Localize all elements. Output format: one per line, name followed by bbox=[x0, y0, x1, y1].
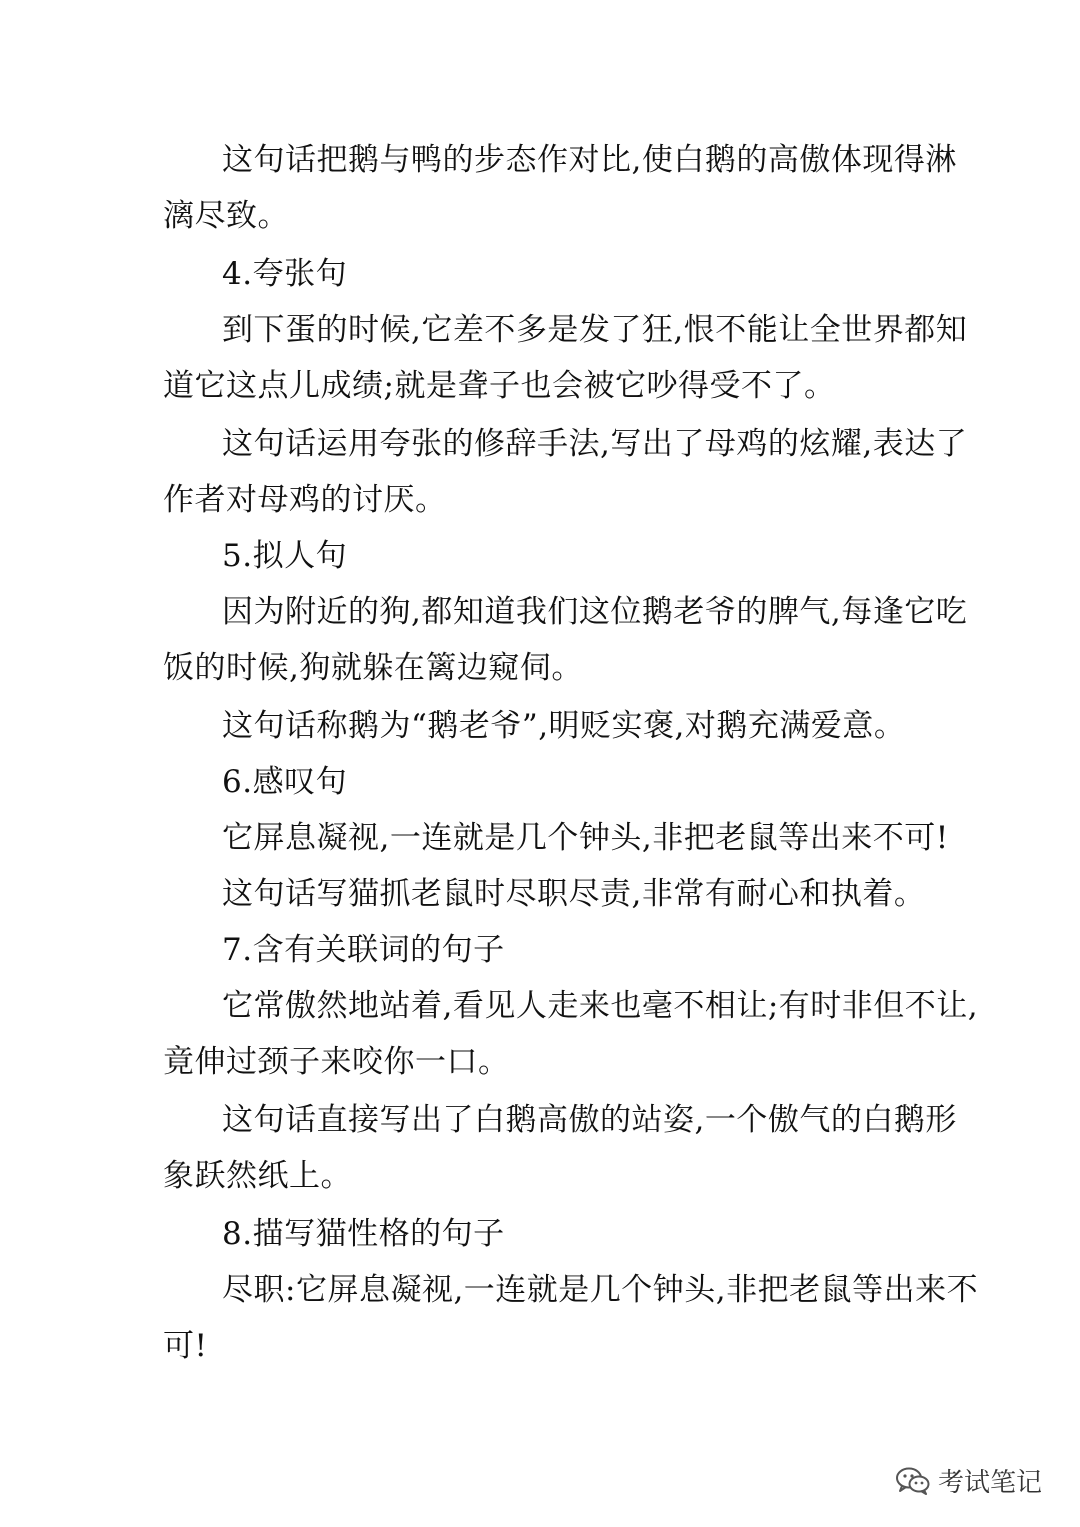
paragraph-line: 它常傲然地站着,看见人走来也毫不相让;有时非但不让, bbox=[222, 988, 979, 1024]
paragraph-line: 这句话把鹅与鸭的步态作对比,使白鹅的高傲体现得淋 bbox=[222, 142, 957, 178]
paragraph-line: 道它这点儿成绩;就是聋子也会被它吵得受不了。 bbox=[163, 368, 836, 404]
paragraph-line: 这句话运用夸张的修辞手法,写出了母鸡的炫耀,表达了 bbox=[222, 426, 968, 462]
paragraph-line: 因为附近的狗,都知道我们这位鹅老爷的脾气,每逢它吃 bbox=[222, 594, 968, 630]
paragraph-line: 可! bbox=[163, 1328, 208, 1364]
paragraph-line: 这句话直接写出了白鹅高傲的站姿,一个傲气的白鹅形 bbox=[222, 1102, 957, 1138]
paragraph-line: 它屏息凝视,一连就是几个钟头,非把老鼠等出来不可! bbox=[222, 820, 949, 856]
section-heading: 4.夸张句 bbox=[222, 256, 348, 292]
paragraph-line: 到下蛋的时候,它差不多是发了狂,恨不能让全世界都知 bbox=[222, 312, 968, 348]
section-heading: 5.拟人句 bbox=[222, 538, 348, 574]
section-heading: 6.感叹句 bbox=[222, 764, 348, 800]
section-heading: 7.含有关联词的句子 bbox=[222, 932, 505, 968]
paragraph-line: 象跃然纸上。 bbox=[163, 1158, 352, 1194]
paragraph-line: 作者对母鸡的讨厌。 bbox=[163, 482, 447, 518]
paragraph-line: 这句话称鹅为“鹅老爷”,明贬实褒,对鹅充满爱意。 bbox=[222, 708, 906, 744]
section-heading: 8.描写猫性格的句子 bbox=[222, 1216, 505, 1252]
paragraph-line: 竟伸过颈子来咬你一口。 bbox=[163, 1044, 510, 1080]
watermark-text: 考试笔记 bbox=[937, 1468, 1042, 1498]
paragraph-line: 尽职:它屏息凝视,一连就是几个钟头,非把老鼠等出来不 bbox=[222, 1272, 979, 1308]
watermark bbox=[896, 1462, 1042, 1499]
paragraph-line: 这句话写猫抓老鼠时尽职尽责,非常有耐心和执着。 bbox=[222, 876, 926, 912]
paragraph-line: 饭的时候,狗就躲在篱边窥伺。 bbox=[163, 650, 583, 686]
paragraph-line: 漓尽致。 bbox=[163, 198, 289, 234]
wechat-icon bbox=[896, 1467, 930, 1495]
